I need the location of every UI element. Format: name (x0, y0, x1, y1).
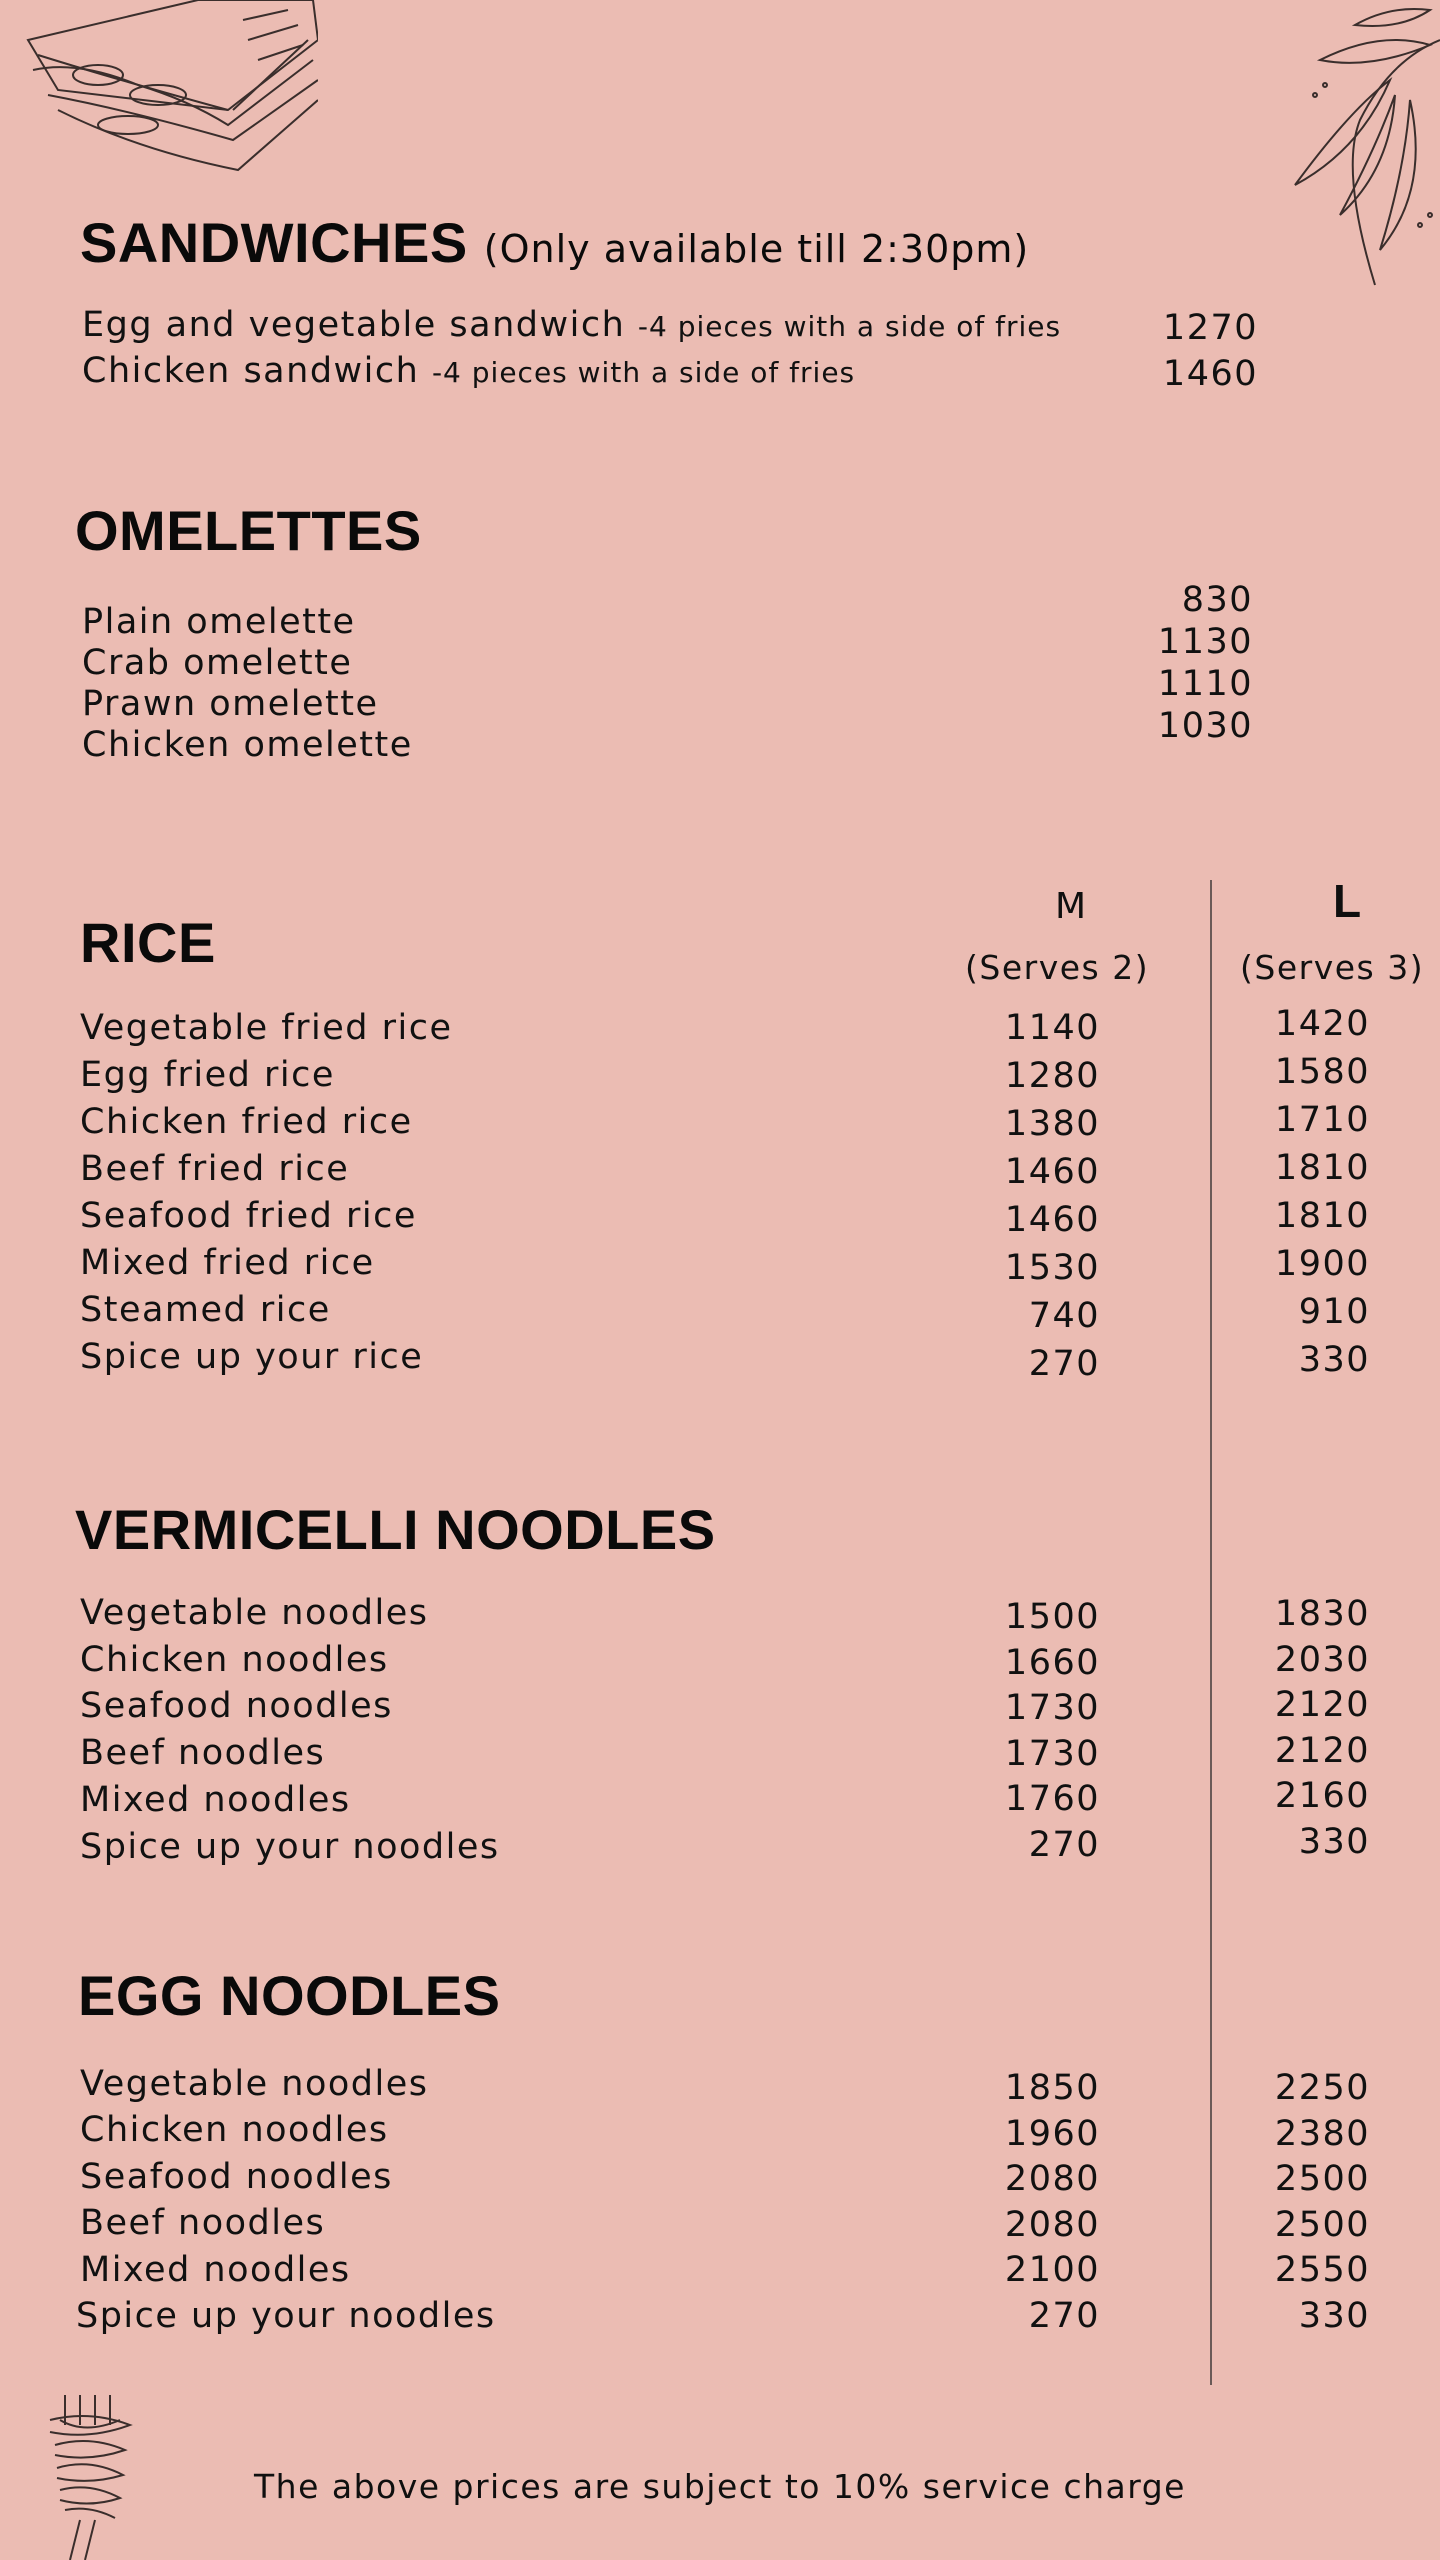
menu-item: Egg fried rice (80, 1055, 335, 1095)
item-price: 1030 (1157, 706, 1253, 746)
price-m: 740 (1028, 1296, 1100, 1336)
menu-item: Vegetable noodles (80, 1593, 429, 1633)
price-m: 1140 (1004, 1008, 1100, 1048)
price-l: 2250 (1274, 2068, 1370, 2108)
item-name: Chicken sandwich (82, 351, 420, 391)
menu-item: Chicken omelette (82, 725, 413, 765)
menu-item: Mixed noodles (80, 2250, 351, 2290)
price-m: 2080 (1004, 2159, 1100, 2199)
price-l: 1420 (1274, 1004, 1370, 1044)
item-price: 1130 (1157, 622, 1253, 662)
price-m: 2080 (1004, 2205, 1100, 2245)
price-l: 2500 (1274, 2159, 1370, 2199)
menu-item: Plain omelette (82, 602, 356, 642)
price-l: 1900 (1274, 1244, 1370, 1284)
menu-item (82, 351, 855, 391)
menu-item: Prawn omelette (82, 684, 379, 724)
price-m: 1960 (1004, 2114, 1100, 2154)
price-l: 1810 (1274, 1196, 1370, 1236)
menu-item (82, 305, 1061, 345)
size-l-label: L (1333, 875, 1363, 927)
menu-item: Seafood noodles (80, 1686, 393, 1726)
menu-item: Chicken noodles (80, 1640, 389, 1680)
menu-item: Vegetable noodles (80, 2064, 429, 2104)
price-m: 1730 (1004, 1688, 1100, 1728)
omelettes-title: OMELETTES (75, 499, 422, 562)
price-m: 1460 (1004, 1152, 1100, 1192)
price-m: 1380 (1004, 1104, 1100, 1144)
price-l: 1810 (1274, 1148, 1370, 1188)
price-l: 1710 (1274, 1100, 1370, 1140)
price-l: 330 (1298, 1822, 1370, 1862)
price-l: 2120 (1274, 1685, 1370, 1725)
price-l: 330 (1298, 2296, 1370, 2336)
price-m: 1460 (1004, 1200, 1100, 1240)
section-title (80, 210, 1029, 275)
price-l: 910 (1298, 1292, 1370, 1332)
price-l: 1580 (1274, 1052, 1370, 1092)
menu-item: Chicken fried rice (80, 1102, 413, 1142)
menu-item: Seafood noodles (80, 2157, 393, 2197)
price-l: 1830 (1274, 1594, 1370, 1634)
item-description: -4 pieces with a side of fries (431, 356, 856, 389)
price-l: 2160 (1274, 1776, 1370, 1816)
item-price: 830 (1181, 580, 1253, 620)
price-l: 2500 (1274, 2205, 1370, 2245)
price-l: 330 (1298, 1340, 1370, 1380)
price-m: 1530 (1004, 1248, 1100, 1288)
size-l-serves: (Serves 3) (1240, 948, 1425, 987)
availability-note: (Only available till 2:30pm) (483, 227, 1030, 271)
menu-item: Spice up your rice (80, 1337, 424, 1377)
price-m: 1730 (1004, 1734, 1100, 1774)
menu-item: Beef noodles (80, 2203, 326, 2243)
menu-item: Mixed noodles (80, 1780, 351, 1820)
price-m: 270 (1028, 2296, 1100, 2336)
menu-item: Chicken noodles (80, 2110, 389, 2150)
price-m: 270 (1028, 1344, 1100, 1384)
item-price: 1460 (1162, 354, 1258, 394)
price-l: 2550 (1274, 2250, 1370, 2290)
price-m: 270 (1028, 1825, 1100, 1865)
price-m: 1280 (1004, 1056, 1100, 1096)
item-price: 1270 (1162, 308, 1258, 348)
price-m: 1500 (1004, 1597, 1100, 1637)
price-l: 2120 (1274, 1731, 1370, 1771)
price-m: 1660 (1004, 1643, 1100, 1683)
menu-item: Seafood fried rice (80, 1196, 417, 1236)
leaf-branch-icon (1280, 0, 1440, 290)
menu-item: Vegetable fried rice (80, 1008, 453, 1048)
menu-item: Steamed rice (80, 1290, 331, 1330)
menu-item: Spice up your noodles (76, 2296, 496, 2336)
item-name: Egg and vegetable sandwich (82, 305, 626, 345)
price-m: 1850 (1004, 2068, 1100, 2108)
item-price: 1110 (1157, 664, 1253, 704)
item-description: -4 pieces with a side of fries (637, 310, 1062, 343)
menu-item: Spice up your noodles (80, 1827, 500, 1867)
size-m-serves: (Serves 2) (965, 948, 1150, 987)
service-charge-note: The above prices are subject to 10% service charge (254, 2467, 1186, 2506)
price-l: 2030 (1274, 1640, 1370, 1680)
price-m: 1760 (1004, 1779, 1100, 1819)
sandwiches-title: SANDWICHES (80, 211, 468, 274)
menu-item: Mixed fried rice (80, 1243, 375, 1283)
egg-noodles-title: EGG NOODLES (78, 1964, 501, 2027)
price-m: 2100 (1004, 2250, 1100, 2290)
vermicelli-title: VERMICELLI NOODLES (75, 1498, 716, 1561)
sandwich-icon (18, 0, 318, 175)
menu-item: Crab omelette (82, 643, 353, 683)
size-m-label: M (1055, 886, 1088, 927)
menu-item: Beef fried rice (80, 1149, 350, 1189)
price-l: 2380 (1274, 2114, 1370, 2154)
menu-item: Beef noodles (80, 1733, 326, 1773)
rice-title: RICE (80, 911, 216, 974)
